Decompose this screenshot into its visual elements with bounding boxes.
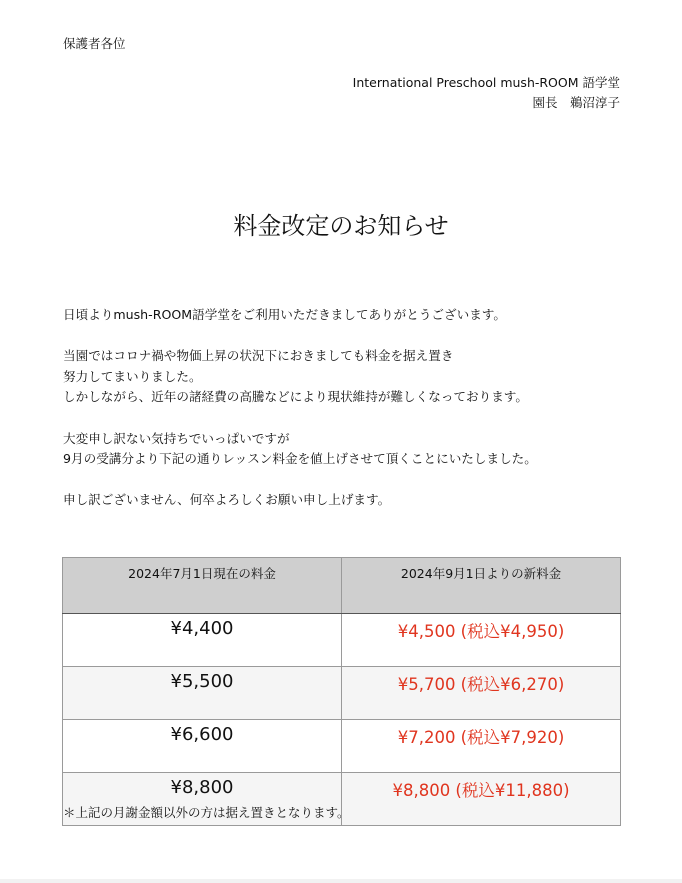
table-header-row	[63, 558, 621, 614]
current-price-cell: ¥8,800	[63, 773, 342, 826]
table-row	[63, 614, 621, 667]
background-line: しかしながら、近年の諸経費の高騰などにより現状維持が難しくなっております。	[63, 389, 528, 405]
new-price-cell: ¥4,500 (税込¥4,950)	[342, 614, 621, 667]
announcement-line: 9月の受講分より下記の通りレッスン料金を値上げさせて頂くことにいたしました。	[63, 451, 537, 467]
table-row	[63, 720, 621, 773]
closing-paragraph: 申し訳ございません、何卒よろしくお願い申し上げます。	[63, 492, 391, 508]
table-row	[63, 667, 621, 720]
background-line: 努力してまいりました。	[63, 368, 202, 384]
new-price-header: 2024年9月1日よりの新料金	[342, 558, 621, 614]
background-paragraph	[63, 346, 643, 408]
sender-organization: International Preschool mush-ROOM 語学堂	[352, 75, 620, 90]
new-price-cell: ¥7,200 (税込¥7,920)	[342, 720, 621, 773]
background-line: 当園ではコロナ禍や物価上昇の状況下におきましても料金を据え置き	[63, 348, 454, 364]
current-price-header: 2024年7月1日現在の料金	[63, 558, 342, 614]
current-price-cell: ¥6,600	[63, 720, 342, 773]
announcement-paragraph	[63, 429, 643, 470]
letter-body	[63, 305, 643, 532]
current-price-cell: ¥5,500	[63, 667, 342, 720]
sender-name: 園長 鵜沼淳子	[532, 95, 620, 110]
greeting-paragraph: 日頃よりmush-ROOM語学堂をご利用いただきましてありがとうございます。	[63, 307, 506, 322]
page-edge-divider	[0, 879, 682, 883]
footnote: ＊上記の月謝金額以外の方は据え置きとなります。	[63, 805, 350, 820]
price-table	[62, 557, 621, 826]
current-price-cell: ¥4,400	[63, 614, 342, 667]
document-title: 料金改定のお知らせ	[233, 212, 449, 240]
announcement-line: 大変申し訳ない気持ちでいっぱいですが	[63, 430, 290, 446]
addressee: 保護者各位	[63, 36, 126, 51]
new-price-cell: ¥5,700 (税込¥6,270)	[342, 667, 621, 720]
new-price-cell: ¥8,800 (税込¥11,880)	[342, 773, 621, 826]
sender-block	[353, 73, 620, 113]
